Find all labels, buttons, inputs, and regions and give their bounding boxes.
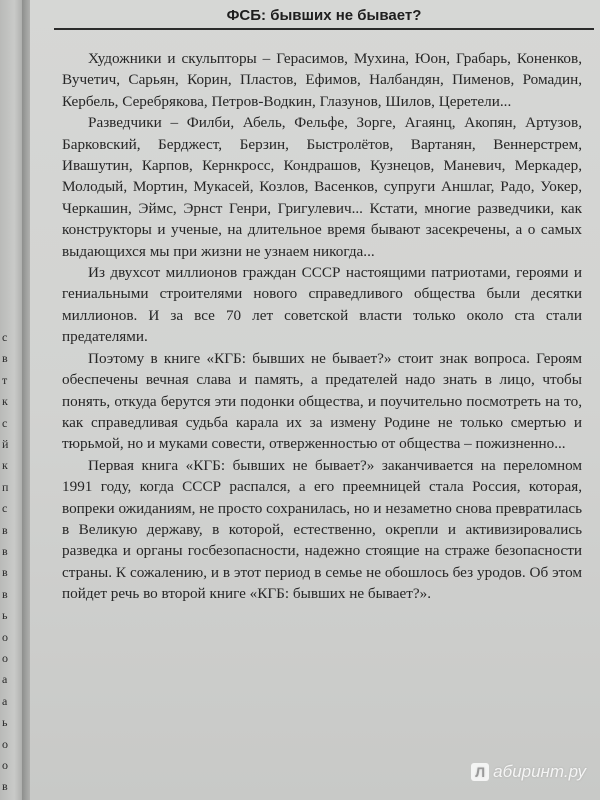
book-page bbox=[30, 0, 600, 800]
left-page-fragment: к bbox=[2, 394, 8, 409]
paragraph-artists: Художники и скульпторы – Герасимов, Мухина, Юон, Грабарь, Коненков, Вучетич, Сарьян, Корин, Пластов, Ефимов, Налбандян, Пименов, Ромадин, Кербель, Серебрякова, Петров-Водкин, Глазунов, Шилов, Церетели... bbox=[62, 50, 582, 110]
left-page-fragment: о bbox=[2, 736, 8, 751]
left-page-fragment: с bbox=[2, 330, 8, 344]
left-page-fragment: а bbox=[2, 693, 8, 708]
left-page-fragment: о bbox=[2, 758, 8, 772]
left-page-fragment: в bbox=[2, 586, 8, 601]
left-page-fragment: о bbox=[2, 651, 8, 665]
header-rule bbox=[54, 28, 594, 30]
body-text bbox=[62, 48, 582, 605]
left-page-fragment: о bbox=[2, 629, 8, 644]
labirint-logo-icon: Л bbox=[471, 763, 489, 781]
left-page-fragment: в bbox=[2, 779, 8, 794]
paragraph-question-mark: Поэтому в книге «КГБ: бывших не бывает?» стоит знак вопроса. Героям обеспечены вечная слава и память, а предателей надо знать в лицо, чтобы понять, откуда берутся эти подонки общества, и поучительно посмотреть на то, как справедливая судьба карала их за измену Родине не только смертью и тюрьмой, но и муками совести, отверженностью от общества – пожизненно... bbox=[62, 349, 582, 453]
left-page-fragment: к bbox=[2, 458, 8, 473]
left-page-fragment: в bbox=[2, 522, 8, 537]
paragraph-patriots: Из двухсот миллионов граждан СССР настоящими патриотами, героями и гениальными строителями нового справедливого общества были десятки миллионов. И за все 70 лет советской власти только около ста стали предателями. bbox=[62, 264, 582, 346]
adjacent-page-edge bbox=[0, 0, 24, 800]
labirint-watermark bbox=[471, 762, 586, 782]
running-header: ФСБ: бывших не бывает? bbox=[226, 7, 422, 24]
left-page-fragment: ь bbox=[2, 608, 8, 623]
paragraph-spies: Разведчики – Филби, Абель, Фельфе, Зорге, Агаянц, Акопян, Артузов, Барковский, Берджест, Берзин, Быстролётов, Вартанян, Веннерстрем, Ивашутин, Карпов, Кернкросс, Кондрашов, Кузнецов, Маневич, Меркадер, Молодый, Мортин, Мукасей, Козлов, Васенков, супруги Аншлаг, Радо, Уокер, Черкашин, Эймс, Эрнст Генри, Григулевич... Кстати, многие разведчики, как конструкторы и ученые, на длительное время бывают засекречены, а о самых выдающихся мы при жизни не узнаем никогда... bbox=[62, 114, 582, 260]
left-page-fragment: й bbox=[2, 437, 9, 451]
left-page-fragment: т bbox=[2, 372, 8, 387]
left-page-fragment: а bbox=[2, 672, 8, 687]
left-page-fragment: п bbox=[2, 479, 9, 494]
left-page-fragment: ь bbox=[2, 715, 8, 730]
left-page-fragment: с bbox=[2, 415, 8, 430]
paragraph-first-book: Первая книга «КГБ: бывших не бывает?» заканчивается на переломном 1991 году, когда СССР распался, а его преемницей стала Россия, которая, вопреки ожиданиям, не просто сохранилась, но и незаметно снова превратилась в Великую державу, в которой, естественно, окрепли и активизировались разведка и органы госбезопасности, надежно стоящие на страже безопасности страны. К сожалению, и в этот период в семье не обошлось без уродов. Об этом пойдет речь во второй книге «КГБ: бывших не бывает?». bbox=[62, 456, 582, 603]
left-page-fragment: в bbox=[2, 351, 8, 366]
watermark-text: абиринт.ру bbox=[493, 762, 586, 781]
left-page-fragment: с bbox=[2, 501, 8, 516]
left-page-fragment: в bbox=[2, 544, 8, 558]
left-page-fragment: в bbox=[2, 565, 8, 580]
